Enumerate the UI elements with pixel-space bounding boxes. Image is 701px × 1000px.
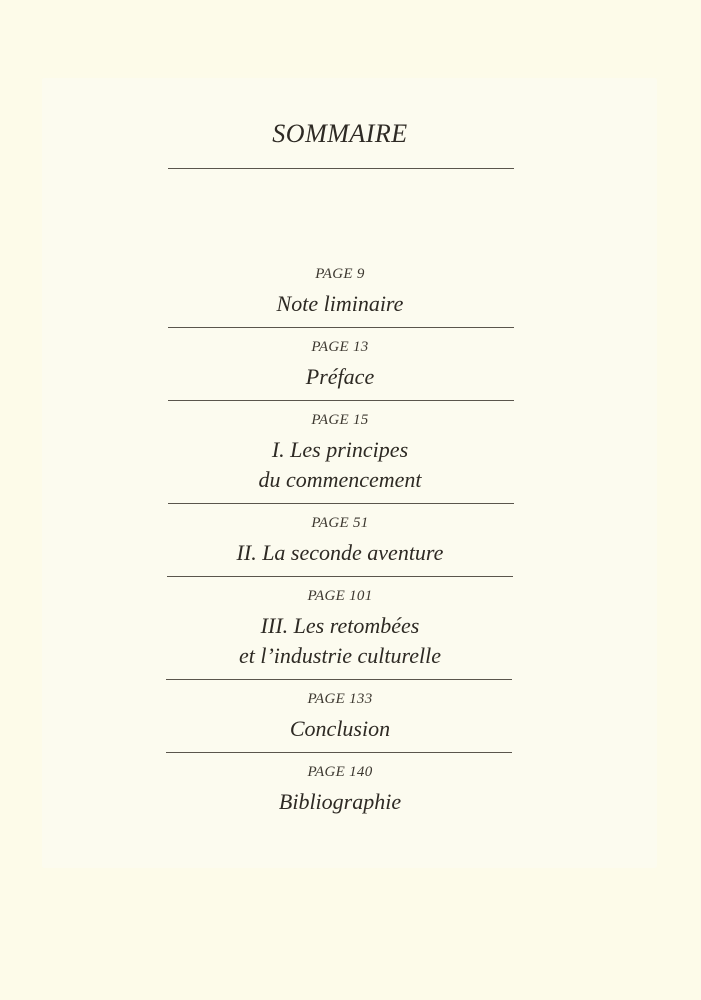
toc-entry-chapter-1[interactable] <box>166 411 514 495</box>
page-number: PAGE 13 <box>311 339 369 355</box>
toc-entry-preface[interactable] <box>166 338 514 392</box>
entry-divider <box>168 503 514 504</box>
chapter-title-line-2: du commencement <box>258 467 422 492</box>
page-title: SOMMAIRE <box>272 119 408 148</box>
page-number: PAGE 101 <box>307 588 373 604</box>
page-number: PAGE 9 <box>315 266 365 282</box>
chapter-title-line-2: et l’industrie culturelle <box>238 643 442 668</box>
chapter-title: Bibliographie <box>278 789 402 814</box>
chapter-title-line-1: III. Les retombées <box>260 613 420 638</box>
entry-divider <box>168 327 514 328</box>
chapter-title: Conclusion <box>289 716 391 741</box>
page-number: PAGE 140 <box>307 764 373 780</box>
page-number: PAGE 133 <box>307 691 373 707</box>
toc-entry-conclusion[interactable] <box>166 690 514 744</box>
chapter-title: Note liminaire <box>276 291 404 316</box>
entry-divider <box>168 400 514 401</box>
entry-divider <box>166 679 512 680</box>
title-divider <box>168 168 514 169</box>
toc-entry-chapter-2[interactable] <box>166 514 514 568</box>
entry-divider <box>166 752 512 753</box>
entry-divider <box>167 576 513 577</box>
page-number: PAGE 15 <box>311 412 369 428</box>
toc-entry-chapter-3[interactable] <box>166 587 514 671</box>
chapter-title: II. La seconde aventure <box>236 540 444 565</box>
chapter-title: Préface <box>305 364 375 389</box>
page-number: PAGE 51 <box>311 515 369 531</box>
toc-entry-bibliographie[interactable] <box>166 763 514 817</box>
toc-entry-note-liminaire[interactable] <box>166 265 514 319</box>
chapter-title-line-1: I. Les principes <box>271 437 409 462</box>
